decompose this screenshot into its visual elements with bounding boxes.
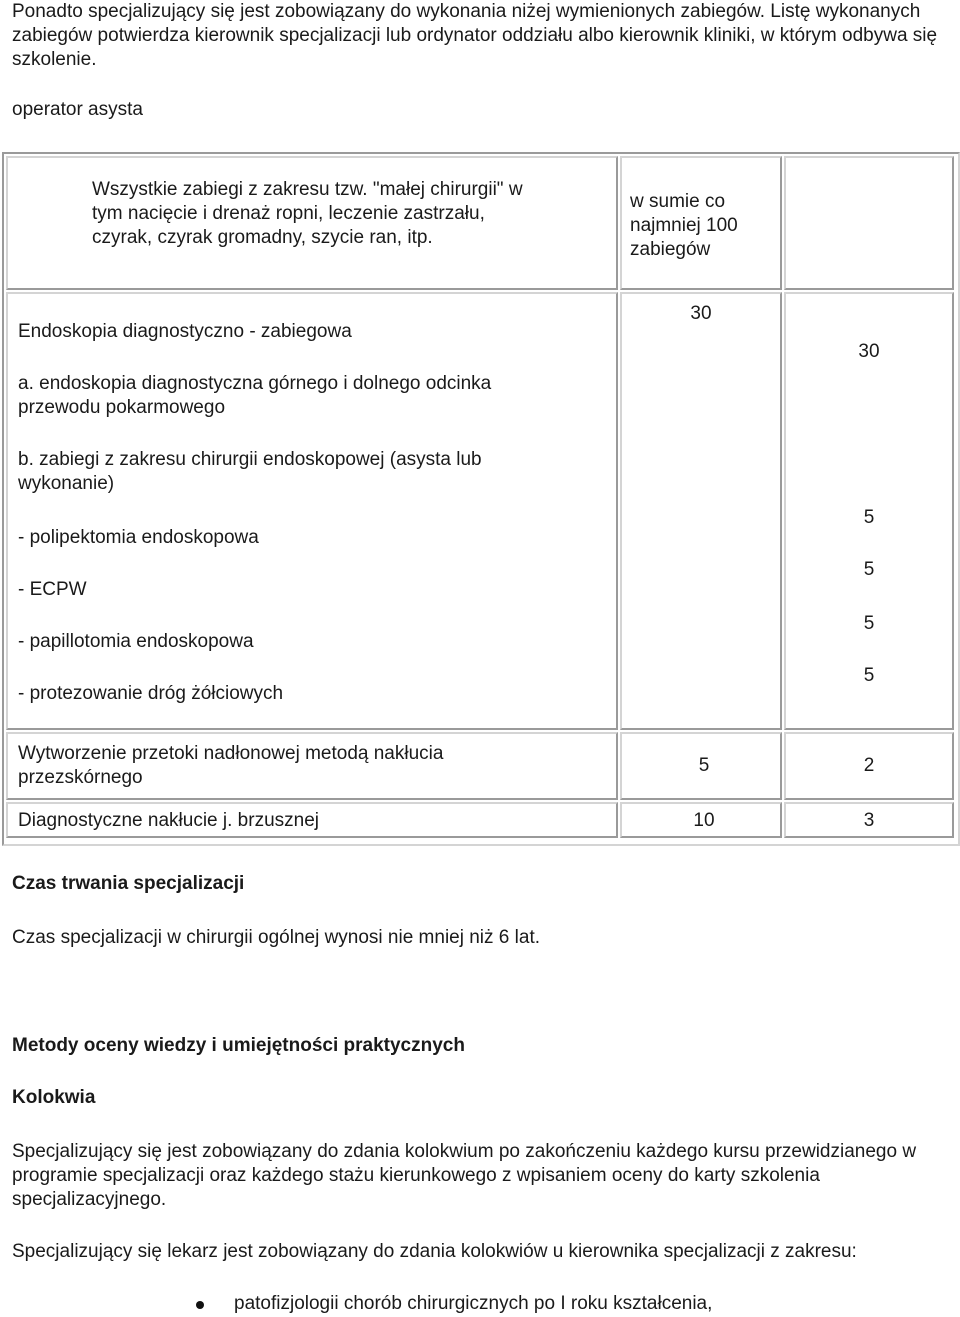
row2-title: Endoskopia diagnostyczno - zabiegowa (18, 321, 352, 342)
methods-paragraph-2: Specjalizujący się lekarz jest zobowiązany do zdania kolokwiów u kierownika specjalizacji z zakresu: (12, 1241, 857, 1262)
row2-asysta-a: 30 (858, 341, 880, 362)
intro-paragraph: Ponadto specjalizujący się jest zobowiązany do wykonania niżej wymienionych zabiegów. Listę wykonanych zabiegów potwierdza kierownik specjalizacji lub ordynator oddziału albo kierownik kliniki, w którym odbywa się szkolenie. (12, 1, 938, 70)
row2-sub3: - papillotomia endoskopowa (18, 631, 254, 652)
duration-text: Czas specjalizacji w chirurgii ogólnej wynosi nie mniej niż 6 lat. (12, 927, 541, 948)
row2-operator-cell (620, 292, 782, 730)
bullet-item: patofizjologii chorób chirurgicznych po I roku kształcenia, (234, 1293, 713, 1314)
row3-desc-cell (6, 732, 618, 800)
row4-operator-cell (620, 802, 782, 838)
procedures-table (2, 152, 960, 846)
roles-label: operator asysta (12, 99, 143, 120)
row1-desc-cell (6, 156, 618, 290)
row2-asysta-sub2: 5 (863, 559, 875, 580)
duration-heading: Czas trwania specjalizacji (12, 873, 245, 894)
row4-operator: 10 (693, 810, 715, 831)
methods-paragraph-1: Specjalizujący się jest zobowiązany do zdania kolokwium po zakończeniu każdego kursu przewidzianego w programie specjalizacji oraz każdego stażu kierunkowego z wpisaniem oceny do karty szkolenia specjalizacyjnego. (12, 1141, 917, 1210)
row3-operator-cell (620, 732, 782, 800)
row2-item-b: b. zabiegi z zakresu chirurgii endoskopowej (asysta lub wykonanie) (18, 449, 482, 494)
row4-asysta-cell (784, 802, 954, 838)
kolokwia-heading: Kolokwia (12, 1087, 96, 1108)
row2-sub2: - ECPW (18, 579, 87, 600)
row1-desc: Wszystkie zabiegi z zakresu tzw. "małej chirurgii" w tym nacięcie i drenaż ropni, leczenie zastrzału, czyrak, czyrak gromadny, szycie ran, itp. (92, 179, 523, 248)
row2-asysta-sub3: 5 (863, 613, 875, 634)
row2-sub4: - protezowanie dróg żółciowych (18, 683, 284, 704)
row4-desc: Diagnostyczne nakłucie j. brzusznej (18, 810, 319, 831)
row1-empty-cell (784, 156, 954, 290)
row2-operator-a: 30 (690, 303, 712, 324)
row2-asysta-cell (784, 292, 954, 730)
row4-desc-cell (6, 802, 618, 838)
row3-operator: 5 (698, 755, 710, 776)
bullet-dot-icon (196, 1301, 204, 1309)
row2-asysta-sub1: 5 (863, 507, 875, 528)
row1-count-cell (620, 156, 782, 290)
row3-desc: Wytworzenie przetoki nadłonowej metodą nakłucia przezskórnego (18, 743, 444, 788)
row3-asysta: 2 (863, 755, 875, 776)
row1-count: w sumie co najmniej 100 zabiegów (630, 191, 738, 260)
row2-asysta-sub4: 5 (863, 665, 875, 686)
row2-sub1: - polipektomia endoskopowa (18, 527, 259, 548)
row2-item-a: a. endoskopia diagnostyczna górnego i dolnego odcinka przewodu pokarmowego (18, 373, 492, 418)
row2-desc-cell (6, 292, 618, 730)
methods-heading: Metody oceny wiedzy i umiejętności praktycznych (12, 1035, 465, 1056)
row4-asysta: 3 (863, 810, 875, 831)
row3-asysta-cell (784, 732, 954, 800)
